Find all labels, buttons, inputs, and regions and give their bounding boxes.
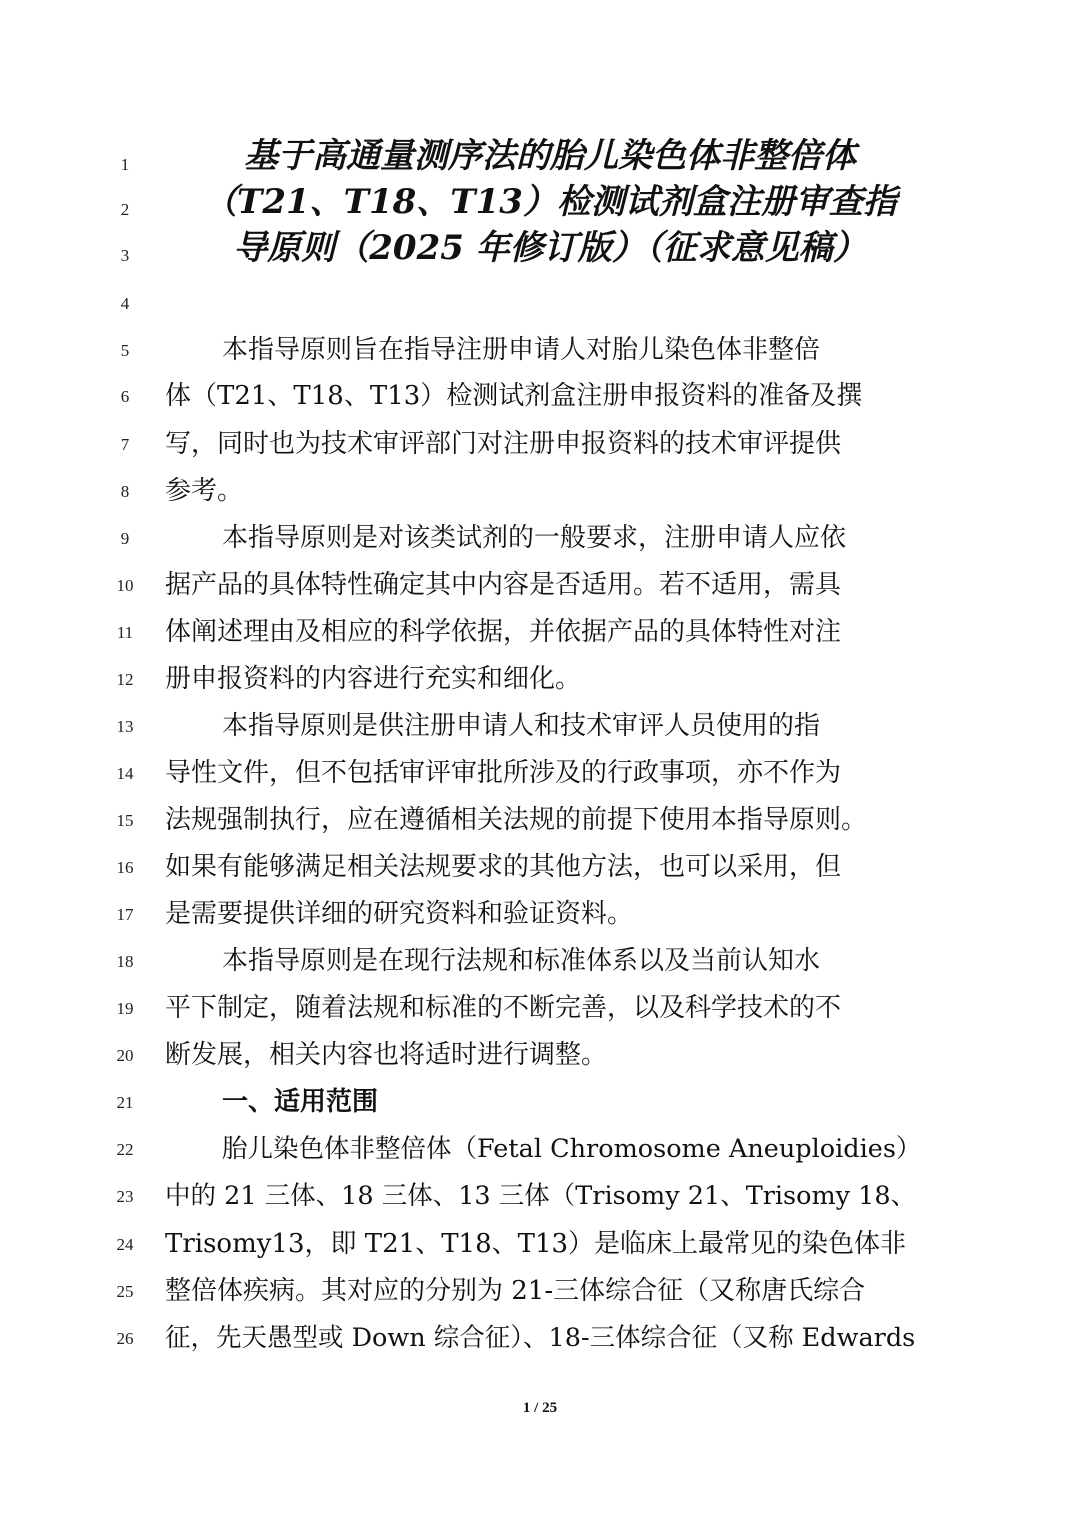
- section-heading: 一、适用范围: [222, 1087, 379, 1117]
- line-number: 16: [116, 858, 134, 877]
- body-text-line: 如果有能够满足相关法规要求的其他方法，也可以采用，但: [165, 852, 842, 882]
- line-number: 14: [116, 764, 134, 783]
- body-text-line: 胎儿染色体非整倍体（Fetal Chromosome Aneuploidies）: [222, 1134, 922, 1164]
- body-text-line: 本指导原则旨在指导注册申请人对胎儿染色体非整倍: [222, 335, 821, 365]
- line-number: 4: [120, 294, 130, 313]
- body-text-line: 册申报资料的内容进行充实和细化。: [165, 664, 582, 694]
- line-number: 13: [116, 717, 134, 736]
- document-title-line: 导原则（2025 年修订版）（征求意见稿）: [233, 228, 867, 268]
- body-text-line: 参考。: [165, 476, 244, 506]
- line-number: 26: [116, 1329, 134, 1348]
- page-number: 1 / 25: [522, 1400, 558, 1416]
- body-text-line: 体（T21、T18、T13）检测试剂盒注册申报资料的准备及撰: [165, 381, 863, 411]
- line-number: 11: [116, 623, 134, 642]
- line-number: 21: [116, 1093, 134, 1112]
- line-number: 20: [116, 1046, 134, 1065]
- line-number: 9: [120, 529, 130, 548]
- line-number: 3: [120, 246, 130, 265]
- body-text-line: 平下制定，随着法规和标准的不断完善，以及科学技术的不: [165, 993, 842, 1023]
- line-number: 19: [116, 999, 134, 1018]
- body-text-line: 是需要提供详细的研究资料和验证资料。: [165, 899, 634, 929]
- body-text-line: 导性文件，但不包括审评审批所涉及的行政事项，亦不作为: [165, 758, 842, 788]
- line-number: 15: [116, 811, 134, 830]
- document-title-line: （T21、T18、T13）检测试剂盒注册审查指: [203, 182, 897, 222]
- body-text-line: 法规强制执行，应在遵循相关法规的前提下使用本指导原则。: [165, 805, 868, 835]
- body-text-line: 写，同时也为技术审评部门对注册申报资料的技术审评提供: [165, 429, 842, 459]
- body-text-line: 中的 21 三体、18 三体、13 三体（Trisomy 21、Trisomy 18、: [165, 1181, 917, 1211]
- document-title-line: 基于高通量测序法的胎儿染色体非整倍体: [244, 136, 856, 176]
- line-number: 2: [120, 200, 130, 219]
- line-number: 18: [116, 952, 134, 971]
- body-text-line: 整倍体疾病。其对应的分别为 21-三体综合征（又称唐氏综合: [165, 1276, 866, 1306]
- line-number: 5: [120, 341, 130, 360]
- body-text-line: 据产品的具体特性确定其中内容是否适用。若不适用，需具: [165, 570, 842, 600]
- line-number: 24: [116, 1235, 134, 1254]
- line-number: 12: [116, 670, 134, 689]
- line-number: 17: [116, 905, 134, 924]
- line-number: 8: [120, 482, 130, 501]
- line-number: 6: [120, 387, 130, 406]
- line-number: 1: [120, 155, 130, 174]
- body-text-line: 断发展，相关内容也将适时进行调整。: [165, 1040, 608, 1070]
- line-number: 22: [116, 1140, 134, 1159]
- body-text-line: 本指导原则是对该类试剂的一般要求，注册申请人应依: [222, 523, 847, 553]
- body-text-line: 征，先天愚型或 Down 综合征）、18-三体综合征（又称 Edwards: [165, 1323, 916, 1353]
- body-text-line: 体阐述理由及相应的科学依据，并依据产品的具体特性对注: [165, 617, 842, 647]
- line-number: 10: [116, 576, 134, 595]
- line-number: 25: [116, 1282, 134, 1301]
- line-number: 7: [120, 435, 130, 454]
- body-text-line: 本指导原则是在现行法规和标准体系以及当前认知水: [222, 946, 821, 976]
- line-number: 23: [116, 1187, 134, 1206]
- body-text-line: Trisomy13，即 T21、T18、T13）是临床上最常见的染色体非: [165, 1229, 907, 1259]
- body-text-line: 本指导原则是供注册申请人和技术审评人员使用的指: [222, 711, 821, 741]
